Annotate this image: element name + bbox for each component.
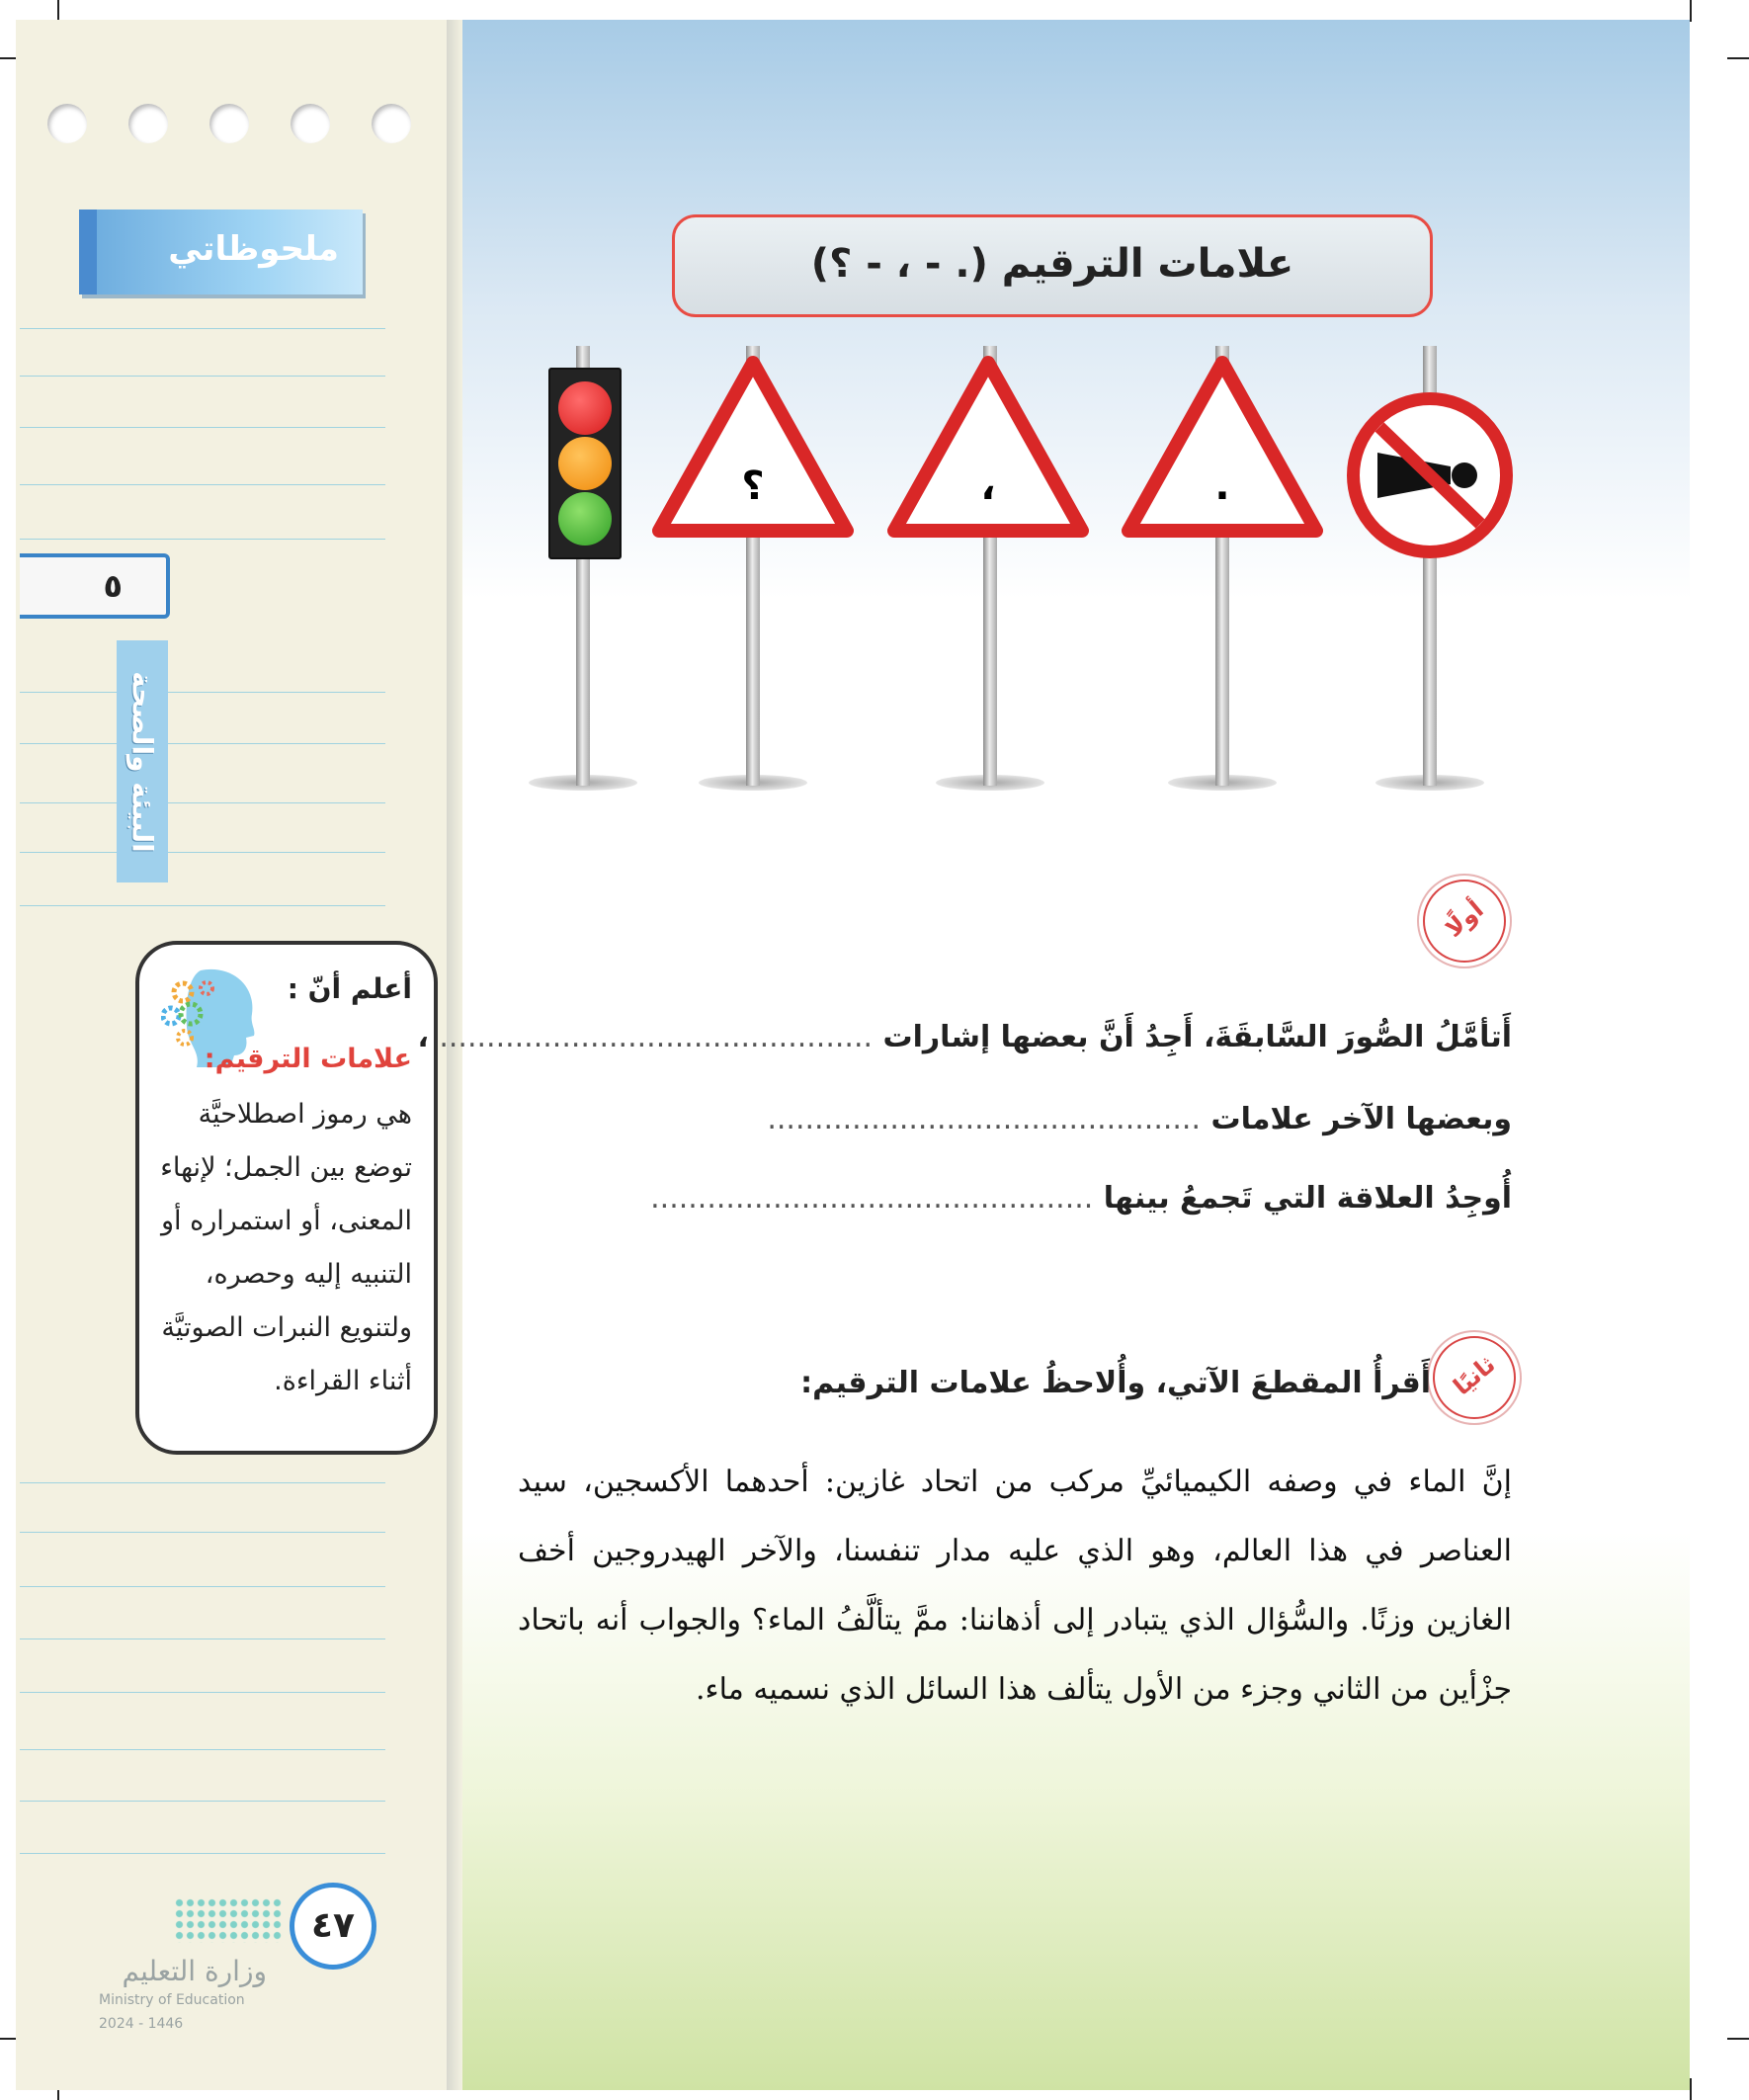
ruled-line: [20, 852, 385, 853]
ruled-line: [20, 427, 385, 428]
ruled-line: [20, 802, 385, 803]
binder-hole: [128, 104, 168, 143]
sign-mark: ،: [980, 463, 996, 509]
binder-hole: [291, 104, 330, 143]
answer-blank[interactable]: ...............................................: [650, 1181, 1094, 1216]
academic-year: 2024 - 1446: [99, 2016, 184, 2032]
ruled-line: [20, 1638, 385, 1639]
notes-title: ملحوظاتي: [168, 229, 339, 269]
ministry-logo-dots: [174, 1897, 283, 1943]
horn-icon: [1360, 405, 1500, 546]
page-number: ٤٧: [311, 1905, 355, 1946]
lesson-title: علامات الترقيم (. - ، - ؟): [810, 241, 1294, 287]
binder-hole: [372, 104, 411, 143]
unit-title: البيئة والصحة: [125, 670, 159, 853]
ruled-line: [20, 539, 385, 540]
no-horn-sign: [1347, 392, 1513, 558]
ruled-line: [20, 692, 385, 693]
crop-mark: [1690, 2078, 1692, 2100]
question-mark-sign: [649, 351, 857, 539]
ruled-line: [20, 1749, 385, 1750]
traffic-light: [548, 368, 622, 559]
main-content: [462, 20, 1690, 2090]
crop-mark: [1727, 2038, 1749, 2040]
page-number-badge: [290, 1883, 376, 1970]
badge-label: أولًا: [1440, 895, 1489, 943]
binder-hole: [209, 104, 249, 143]
tip-title: أعلم أنّ :: [287, 972, 412, 1005]
crop-mark: [57, 0, 59, 22]
question-line: [767, 1102, 1512, 1136]
unit-number-box: [20, 553, 170, 619]
tip-box: [135, 941, 438, 1455]
ruled-line: [20, 1801, 385, 1802]
crop-mark: [1727, 57, 1749, 59]
badge-label: ثانيًا: [1448, 1350, 1501, 1401]
sign-mark: .: [1214, 463, 1230, 509]
red-lamp: [558, 381, 612, 435]
sign-mark: ؟: [741, 463, 765, 509]
ruled-line: [20, 1482, 385, 1483]
section-badge-second: [1433, 1336, 1516, 1419]
question-comma: ،: [417, 1020, 429, 1054]
ruled-line: [20, 1532, 385, 1533]
answer-blank[interactable]: ..............................................: [767, 1102, 1202, 1136]
orange-lamp: [558, 437, 612, 490]
question-text: أَتأمَّلُ الصُّورَ السَّابقَةَ، أَجِدُ أَنَّ بعضها إشارات: [882, 1020, 1512, 1054]
question-text: وبعضها الآخر علامات: [1210, 1102, 1512, 1136]
ministry-name-en: Ministry of Education: [99, 1992, 245, 2008]
crop-mark: [1690, 0, 1692, 22]
ministry-name-ar: وزارة التعليم: [122, 1955, 267, 1987]
question-line: [418, 1020, 1513, 1054]
ruled-line: [20, 328, 385, 329]
unit-title-tab: [117, 640, 168, 882]
reading-passage: إنَّ الماء في وصفه الكيميائيِّ مركب من اتحاد غازين: أحدهما الأكسجين، سيد العناصر في هذا العالم، وهو الذي عليه مدار تنفسنا، والآخر الهيدروجين أخف الغازين وزنًا. والسُّؤال الذي يتبادر إلى أذهاننا: ممَّ يتألَّفُ الماء؟ والجواب أنه باتحاد جزْأين من الثاني وجزء من الأول يتألف هذا السائل الذي نسميه ماء.: [518, 1465, 1512, 1707]
comma-sign: [884, 351, 1092, 539]
tip-heading: علامات الترقيم:: [204, 1044, 412, 1074]
sidebar-margin: [447, 20, 462, 2090]
lesson-title-box: [672, 214, 1433, 317]
question-text: أُوجِدُ العلاقة التي تَجمعُ بينها: [1103, 1181, 1512, 1216]
question-line: [650, 1181, 1512, 1216]
ruled-line: [20, 1853, 385, 1854]
period-sign: [1119, 351, 1326, 539]
ruled-line: [20, 484, 385, 485]
green-lamp: [558, 492, 612, 546]
tip-body: هي رموز اصطلاحيَّة توضع بين الجمل؛ لإنهاء المعنى، أو استمراره أو التنبيه إليه وحصره، ولتنويع النبرات الصوتيَّة أثناء القراءة.: [160, 1099, 412, 1396]
binder-hole: [47, 104, 87, 143]
ruled-line: [20, 1692, 385, 1693]
section-badge-first: [1423, 880, 1506, 963]
ruled-line: [20, 376, 385, 377]
unit-number: ٥: [103, 567, 123, 605]
ruled-line: [20, 1586, 385, 1587]
ruled-line: [20, 905, 385, 906]
reading-instruction: أَقرأُ المقطعَ الآتي، وأُلاحظُ علامات الترقيم:: [800, 1366, 1431, 1400]
notes-tab: [79, 210, 363, 294]
answer-blank[interactable]: ..............................................: [439, 1020, 874, 1054]
ruled-line: [20, 743, 385, 744]
